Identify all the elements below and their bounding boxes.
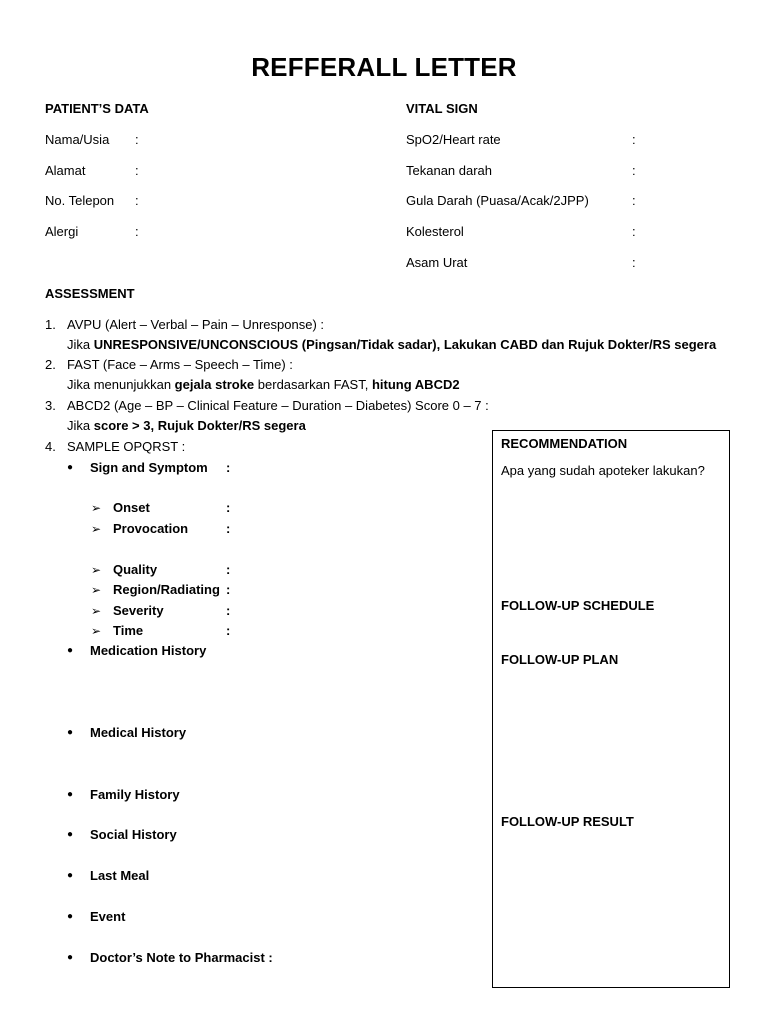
bullet-icon: ● xyxy=(67,462,74,473)
item-text: AVPU (Alert – Verbal – Pain – Unresponse) : xyxy=(67,317,324,332)
opqrst-label: Provocation xyxy=(113,521,189,536)
item-text: ABCD2 (Age – BP – Clinical Feature – Duration – Diabetes) Score 0 – 7 : xyxy=(67,398,489,413)
field-label: Alamat xyxy=(45,163,86,178)
opqrst-colon: : xyxy=(226,500,231,515)
recommendation-question: Apa yang sudah apoteker lakukan? xyxy=(501,463,705,478)
assessment-heading: ASSESSMENT xyxy=(45,286,135,301)
vital-label: Tekanan darah xyxy=(406,163,493,178)
bullet-icon: ● xyxy=(67,952,74,963)
bullet-icon: ● xyxy=(67,645,74,656)
arrow-icon: ➢ xyxy=(91,501,102,515)
item-text: SAMPLE OPQRST : xyxy=(67,439,186,454)
sign-symptom-colon: : xyxy=(226,460,231,475)
item-number: 3. xyxy=(45,398,56,413)
sign-symptom-label: Sign and Symptom xyxy=(90,460,208,475)
follow-up-plan: FOLLOW-UP PLAN xyxy=(501,652,619,667)
field-label: Nama/Usia xyxy=(45,132,110,147)
vital-label: Asam Urat xyxy=(406,255,468,270)
field-colon: : xyxy=(135,224,139,239)
item-text: FAST (Face – Arms – Speech – Time) : xyxy=(67,357,293,372)
detail-text: Jika xyxy=(67,337,94,352)
page-title: REFFERALL LETTER xyxy=(251,52,517,82)
field-label: No. Telepon xyxy=(45,193,115,208)
bullet-label: Last Meal xyxy=(90,868,150,883)
vital-label: Kolesterol xyxy=(406,224,464,239)
field-colon: : xyxy=(135,132,139,147)
arrow-icon: ➢ xyxy=(91,583,102,597)
bullet-label: Social History xyxy=(90,827,177,842)
opqrst-colon: : xyxy=(226,582,231,597)
vital-label: Gula Darah (Puasa/Acak/2JPP) xyxy=(406,193,589,208)
recommendation-box xyxy=(492,430,730,988)
detail-emphasis: UNRESPONSIVE/UNCONSCIOUS (Pingsan/Tidak sadar), Lakukan CABD dan Rujuk Dokter/RS segera xyxy=(93,337,717,352)
opqrst-label: Quality xyxy=(113,562,158,577)
opqrst-colon: : xyxy=(226,562,231,577)
detail-text: berdasarkan FAST, xyxy=(254,377,372,392)
bullet-icon: ● xyxy=(67,789,74,800)
field-colon: : xyxy=(135,193,139,208)
opqrst-colon: : xyxy=(226,521,231,536)
follow-up-schedule: FOLLOW-UP SCHEDULE xyxy=(501,598,655,613)
vital-label: SpO2/Heart rate xyxy=(406,132,501,147)
vital-sign-heading: VITAL SIGN xyxy=(406,101,478,116)
field-label: Alergi xyxy=(45,224,79,239)
bullet-label: Event xyxy=(90,909,126,924)
detail-text: Jika xyxy=(67,418,94,433)
detail-text: Jika menunjukkan xyxy=(67,377,175,392)
bullet-label: Medical History xyxy=(90,725,187,740)
follow-up-result: FOLLOW-UP RESULT xyxy=(501,814,634,829)
opqrst-colon: : xyxy=(226,623,231,638)
vital-colon: : xyxy=(632,132,636,147)
patient-data-heading: PATIENT’S DATA xyxy=(45,101,149,116)
opqrst-label: Onset xyxy=(113,500,150,515)
item-number: 1. xyxy=(45,317,56,332)
opqrst-label: Time xyxy=(113,623,144,638)
item-number: 4. xyxy=(45,439,56,454)
bullet-icon: ● xyxy=(67,870,74,881)
bullet-icon: ● xyxy=(67,727,74,738)
detail-emphasis: hitung ABCD2 xyxy=(371,377,460,392)
item-number: 2. xyxy=(45,357,56,372)
opqrst-label: Severity xyxy=(113,603,164,618)
item-detail xyxy=(67,377,460,393)
opqrst-label: Region/Radiating xyxy=(113,582,220,597)
vital-colon: : xyxy=(632,163,636,178)
vital-colon: : xyxy=(632,224,636,239)
bullet-label: Doctor’s Note to Pharmacist : xyxy=(90,950,273,965)
field-colon: : xyxy=(135,163,139,178)
recommendation-heading: RECOMMENDATION xyxy=(501,436,628,451)
bullet-icon: ● xyxy=(67,829,74,840)
vital-colon: : xyxy=(632,255,636,270)
item-detail xyxy=(67,418,306,434)
arrow-icon: ➢ xyxy=(91,624,102,638)
bullet-label: Family History xyxy=(90,787,180,802)
detail-emphasis: gejala stroke xyxy=(174,377,255,392)
arrow-icon: ➢ xyxy=(91,522,102,536)
bullet-icon: ● xyxy=(67,911,74,922)
item-detail xyxy=(67,337,716,353)
bullet-label: Medication History xyxy=(90,643,207,658)
vital-colon: : xyxy=(632,193,636,208)
arrow-icon: ➢ xyxy=(91,563,102,577)
arrow-icon: ➢ xyxy=(91,604,102,618)
detail-emphasis: score > 3, Rujuk Dokter/RS segera xyxy=(93,418,306,433)
opqrst-colon: : xyxy=(226,603,231,618)
